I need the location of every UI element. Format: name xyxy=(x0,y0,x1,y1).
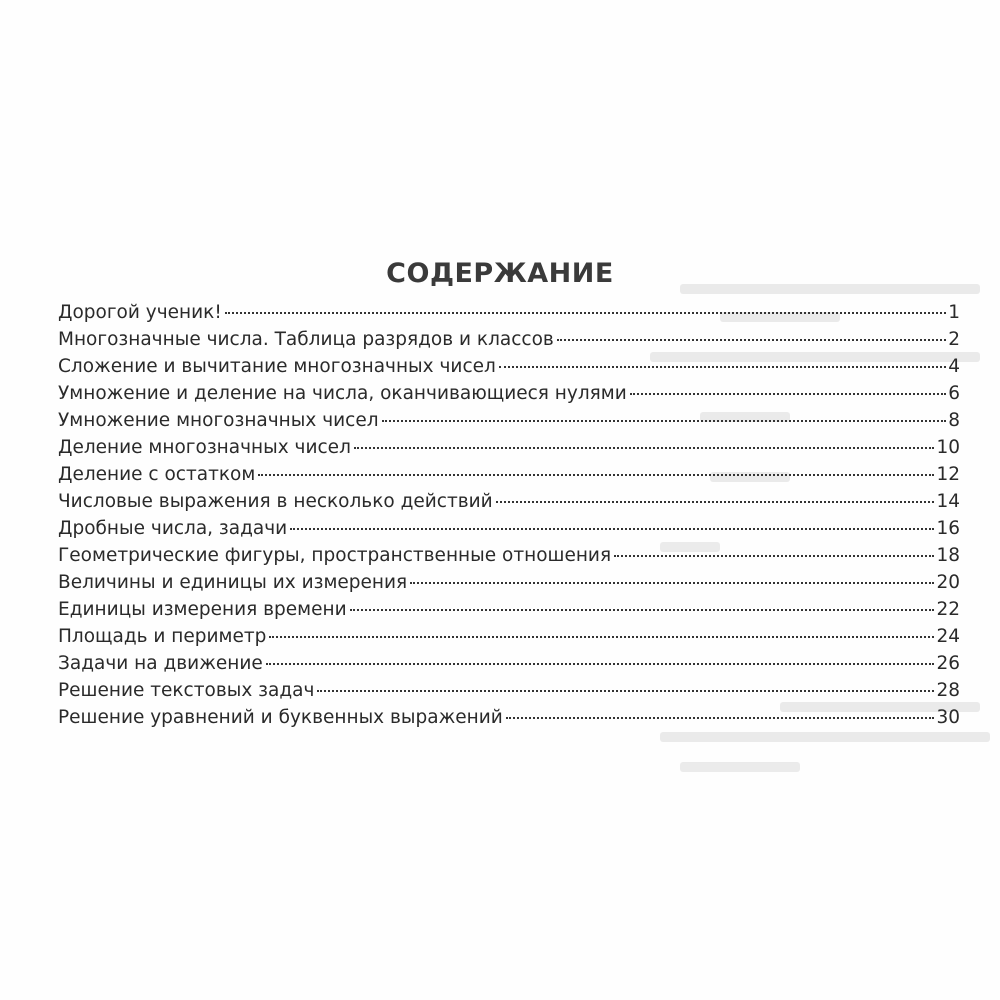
dot-leader xyxy=(499,366,946,368)
dot-leader xyxy=(317,690,934,692)
toc-entry-page-number: 4 xyxy=(948,356,960,377)
dot-leader xyxy=(630,393,946,395)
toc-entry xyxy=(58,461,960,488)
toc-entry xyxy=(58,704,960,731)
toc-entry-title: Умножение многозначных чисел xyxy=(58,410,379,431)
page-title: СОДЕРЖАНИЕ xyxy=(386,258,614,289)
toc-entry xyxy=(58,353,960,380)
toc-entry xyxy=(58,623,960,650)
toc-entry-page-number: 22 xyxy=(936,599,960,620)
toc-entry-title: Умножение и деление на числа, оканчивающиеся нулями xyxy=(58,383,627,404)
toc-entry-page-number: 26 xyxy=(936,653,960,674)
table-of-contents xyxy=(58,299,960,731)
toc-entry-page-number: 12 xyxy=(936,464,960,485)
toc-entry-page-number: 2 xyxy=(948,329,960,350)
toc-entry-title: Деление с остатком xyxy=(58,464,256,485)
toc-entry-title: Геометрические фигуры, пространственные отношения xyxy=(58,545,612,566)
toc-entry-title: Площадь и периметр xyxy=(58,626,267,647)
toc-entry-page-number: 24 xyxy=(936,626,960,647)
toc-entry-title: Деление многозначных чисел xyxy=(58,437,351,458)
toc-entry-page-number: 1 xyxy=(948,302,960,323)
toc-entry-page-number: 6 xyxy=(948,383,960,404)
toc-entry xyxy=(58,380,960,407)
dot-leader xyxy=(614,555,934,557)
toc-entry-page-number: 30 xyxy=(936,707,960,728)
dot-leader xyxy=(266,663,935,665)
toc-entry-page-number: 20 xyxy=(936,572,960,593)
toc-entry-page-number: 16 xyxy=(936,518,960,539)
dot-leader xyxy=(354,447,935,449)
toc-entry-title: Дробные числа, задачи xyxy=(58,518,288,539)
toc-entry xyxy=(58,407,960,434)
dot-leader xyxy=(382,420,947,422)
toc-entry-title: Дорогой ученик! xyxy=(58,302,222,323)
toc-entry-title: Решение уравнений и буквенных выражений xyxy=(58,707,503,728)
toc-entry-title: Величины и единицы их измерения xyxy=(58,572,408,593)
toc-entry xyxy=(58,542,960,569)
toc-entry-title: Задачи на движение xyxy=(58,653,263,674)
toc-entry-title: Единицы измерения времени xyxy=(58,599,347,620)
toc-entry xyxy=(58,299,960,326)
dot-leader xyxy=(269,636,934,638)
toc-entry-title: Решение текстовых задач xyxy=(58,680,315,701)
dot-leader xyxy=(557,339,946,341)
toc-entry-page-number: 28 xyxy=(936,680,960,701)
toc-entry xyxy=(58,596,960,623)
dot-leader xyxy=(506,717,935,719)
toc-entry-page-number: 18 xyxy=(936,545,960,566)
dot-leader xyxy=(350,609,935,611)
toc-entry-title: Многозначные числа. Таблица разрядов и классов xyxy=(58,329,554,350)
dot-leader xyxy=(496,501,935,503)
toc-entry-title: Сложение и вычитание многозначных чисел xyxy=(58,356,496,377)
toc-entry xyxy=(58,326,960,353)
toc-entry-page-number: 8 xyxy=(948,410,960,431)
toc-entry xyxy=(58,677,960,704)
dot-leader xyxy=(225,312,946,314)
dot-leader xyxy=(258,474,934,476)
toc-entry xyxy=(58,488,960,515)
toc-entry xyxy=(58,569,960,596)
toc-entry xyxy=(58,650,960,677)
toc-entry xyxy=(58,515,960,542)
dot-leader xyxy=(290,528,934,530)
toc-entry xyxy=(58,434,960,461)
toc-entry-page-number: 10 xyxy=(936,437,960,458)
toc-entry-title: Числовые выражения в несколько действий xyxy=(58,491,493,512)
toc-entry-page-number: 14 xyxy=(936,491,960,512)
dot-leader xyxy=(410,582,934,584)
